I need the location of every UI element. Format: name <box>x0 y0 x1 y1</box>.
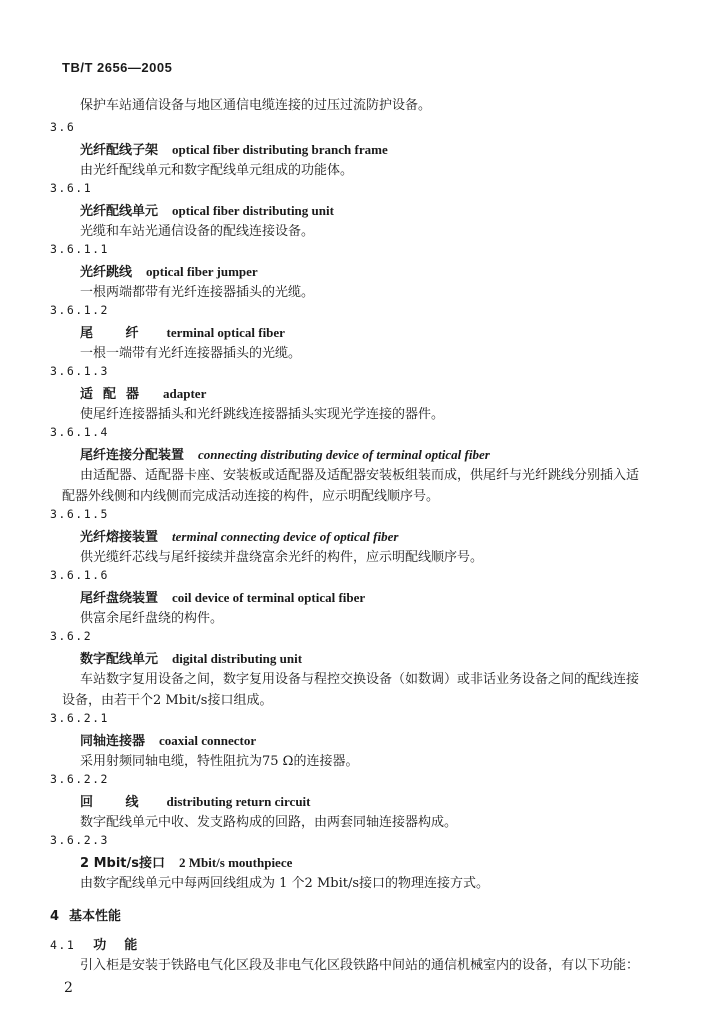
section-number: 3.6.1 <box>50 181 93 195</box>
term-heading <box>80 852 292 871</box>
term-chinese: 同轴连接器 <box>80 734 146 749</box>
term-chinese: 数字配线单元 <box>80 652 159 667</box>
term-english: optical fiber distributing branch frame <box>172 142 388 157</box>
term-definition-continued: 配器外线侧和内线侧而完成活动连接的构件，应示明配线顺序号。 <box>62 489 440 504</box>
section-number: 3.6.2.3 <box>50 833 109 847</box>
term-heading <box>80 261 258 280</box>
section-number: 3.6.1.1 <box>50 242 109 256</box>
term-definition-continued: 设备，由若干个2 Mbit/s接口组成。 <box>62 693 273 708</box>
term-definition: 车站数字复用设备之间，数字复用设备与程控交换设备（如数调）或非话业务设备之间的配线连接 <box>80 672 640 687</box>
term-english: optical fiber distributing unit <box>172 203 334 218</box>
section-number: 3.6.2.1 <box>50 711 109 725</box>
term-heading <box>80 322 285 341</box>
term-english: 2 Mbit/s mouthpiece <box>178 855 293 870</box>
term-english: digital distributing unit <box>172 651 303 666</box>
term-heading <box>80 139 388 158</box>
term-english: terminal optical fiber <box>166 325 285 340</box>
term-heading <box>80 200 334 219</box>
term-definition: 数字配线单元中收、发支路构成的回路，由两套同轴连接器构成。 <box>80 815 458 830</box>
term-definition: 一根两端都带有光纤连接器插头的光缆。 <box>80 285 315 300</box>
term-chinese: 尾 纤 <box>80 326 153 341</box>
term-heading <box>80 444 490 463</box>
term-chinese: 光纤配线单元 <box>80 204 159 219</box>
page-number: 2 <box>64 980 73 996</box>
term-definition: 供富余尾纤盘绕的构件。 <box>80 611 224 626</box>
term-chinese: 光纤跳线 <box>80 265 133 280</box>
continued-definition-text: 保护车站通信设备与地区通信电缆连接的过压过流防护设备。 <box>80 98 432 113</box>
term-chinese: 回 线 <box>80 795 153 810</box>
term-definition: 使尾纤连接器插头和光纤跳线连接器插头实现光学连接的器件。 <box>80 407 445 422</box>
term-chinese: 尾纤盘绕装置 <box>80 591 159 606</box>
term-chinese: 光纤熔接装置 <box>80 530 159 545</box>
subchapter-heading <box>50 934 155 953</box>
chapter-number: 4 <box>50 909 60 924</box>
subchapter-title: 功能 <box>93 938 156 953</box>
section-number: 3.6.1.5 <box>50 507 109 521</box>
term-definition: 供光缆纤芯线与尾纤接续并盘绕富余光纤的构件，应示明配线顺序号。 <box>80 550 484 565</box>
section-number: 3.6 <box>50 120 76 134</box>
term-definition: 由适配器、适配器卡座、安装板或适配器及适配器安装板组装而成，供尾纤与光纤跳线分别插入适 <box>80 468 640 483</box>
document-standard-number: TB/T 2656—2005 <box>62 60 173 75</box>
term-chinese: 尾纤连接分配装置 <box>80 448 185 463</box>
subchapter-number: 4.1 <box>50 938 76 952</box>
term-english: optical fiber jumper <box>146 264 258 279</box>
term-heading <box>80 730 256 749</box>
section-number: 3.6.1.4 <box>50 425 109 439</box>
term-heading <box>80 648 302 667</box>
term-english: distributing return circuit <box>166 794 311 809</box>
term-heading <box>80 587 365 606</box>
chapter-title: 基本性能 <box>69 909 122 924</box>
section-number: 3.6.1.3 <box>50 364 109 378</box>
term-heading <box>80 791 311 810</box>
term-english: coaxial connector <box>159 733 257 748</box>
term-heading <box>80 383 206 402</box>
section-number: 3.6.1.2 <box>50 303 109 317</box>
section-number: 3.6.1.6 <box>50 568 109 582</box>
term-definition: 一根一端带有光纤连接器插头的光缆。 <box>80 346 302 361</box>
term-chinese: 适配器 <box>80 387 150 402</box>
term-english: adapter <box>163 386 207 401</box>
term-definition: 由数字配线单元中每两回线组成为 1 个2 Mbit/s接口的物理连接方式。 <box>80 876 490 891</box>
term-definition: 光缆和车站光通信设备的配线连接设备。 <box>80 224 315 239</box>
term-definition: 采用射频同轴电缆，特性阻抗为75 Ω的连接器。 <box>80 754 359 769</box>
term-chinese: 光纤配线子架 <box>80 143 159 158</box>
section-number: 3.6.2 <box>50 629 93 643</box>
term-english: connecting distributing device of terminal optical fiber <box>198 447 490 462</box>
term-definition: 由光纤配线单元和数字配线单元组成的功能体。 <box>80 163 354 178</box>
body-paragraph: 引入柜是安装于铁路电气化区段及非电气化区段铁路中间站的通信机械室内的设备，有以下功能： <box>80 958 640 973</box>
term-chinese: 2 Mbit/s接口 <box>80 856 165 871</box>
term-english: terminal connecting device of optical fiber <box>172 529 399 544</box>
chapter-heading <box>50 905 121 924</box>
term-heading <box>80 526 398 545</box>
section-number: 3.6.2.2 <box>50 772 109 786</box>
term-english: coil device of terminal optical fiber <box>172 590 366 605</box>
